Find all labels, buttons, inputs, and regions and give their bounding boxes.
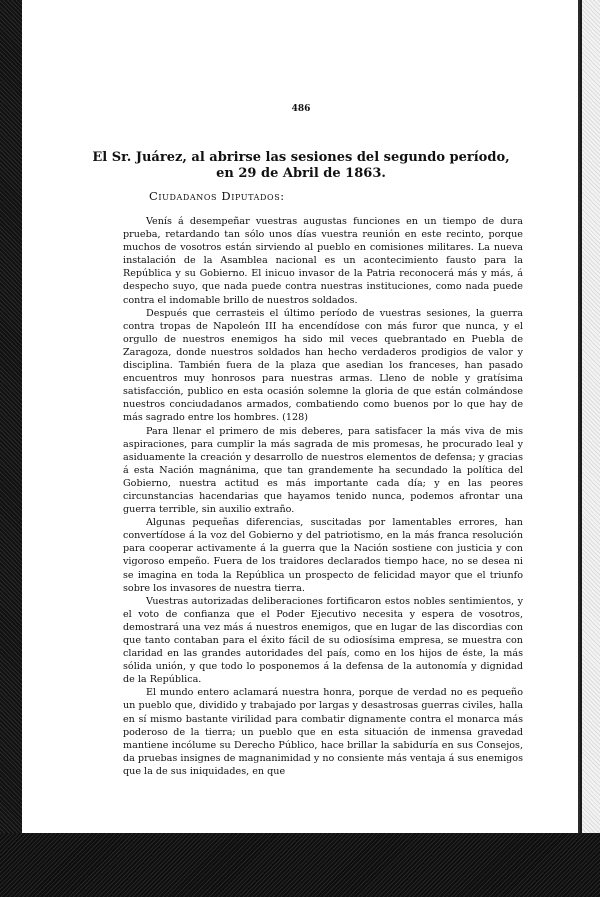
title-line-1: El Sr. Juárez, al abrirse las sesiones del segundo período, [92, 150, 510, 165]
paragraph-4: Algunas pequeñas diferencias, suscitadas por lamentables errores, han convertídose á la voz del Gobierno y del patriotismo, en la más franca resolución para cooperar activamente á la guerra que la Nación sostiene con justicia y con vigoroso empeño. Fuera de los traidores declarados tiempo hace, no se desea ni se imagina en toda la República un prospecto de felicidad mayor que el triunfo sobre los invasores de nuestra tierra. [123, 517, 523, 594]
salutation: Ciudadanos Diputados: [149, 189, 285, 203]
scan-border-bottom [0, 833, 600, 897]
scan-border-right [582, 0, 600, 897]
paragraph-1: Venís á desempeñar vuestras augustas funciones en un tiempo de dura prueba, retardando tan sólo unos días vuestra reunión en este recinto, porque muchos de vosotros están sirviendo al pueblo en comisiones militares. La nueva instalación de la Asamblea nacional es un acontecimiento fausto para la República y su Gobierno. El inicuo invasor de la Patria reconocerá más y más, á despecho suyo, que nada puede contra nuestras instituciones, como nada puede contra el indomable brillo de nuestros soldados. [123, 216, 523, 306]
gutter-line [578, 0, 580, 833]
page-number: 486 [291, 104, 311, 114]
paragraph-6: El mundo entero aclamará nuestra honra, porque de verdad no es pequeño un pueblo que, dividido y trabajado por largas y desastrosas guerras civiles, halla en sí mismo bastante virilidad para combatir dignamente contra el monarca más poderoso de la tierra; un pueblo que en esta situación de inmensa gravedad mantiene incólume su Derecho Público, hace brillar la sabiduría en sus Consejos, da pruebas insignes de magnanimidad y no consiente más ventaja á sus enemigos que la de sus iniquidades, en que [123, 687, 523, 777]
paragraph-2: Después que cerrasteis el último período de vuestras sesiones, la guerra contra tropas de Napoleón III ha encendídose con más furor que nunca, y el orgullo de nuestros enemigos ha sido mil veces quebrantado en Puebla de Zaragoza, donde nuestros soldados han hecho verdaderos prodigios de valor y disciplina. También fuera de la plaza que asedian los franceses, han pasado encuentros muy honrosos para nuestras armas. Lleno de noble y gratísima satisfacción, publico en esta ocasión solemne la gloria de que están colmándose nuestros conciudadanos armados, combatiendo como buenos por lo que hay de más sagrado entre los hombres. (128) [123, 307, 523, 424]
title-line-2: en 29 de Abril de 1863. [216, 166, 386, 181]
paragraph-5: Vuestras autorizadas deliberaciones fortificaron estos nobles sentimientos, y el voto de confianza que el Poder Ejecutivo necesita y espera de vosotros, demostrará una vez más á nuestros enemigos, que en lugar de las discordias con que tanto contaban para el éxito fácil de su odiosísima empresa, se muestra con claridad en las grandes autoridades del país, como en los hijos de éste, la más sólida unión, y que todo lo posponemos á la defensa de la autonomía y dignidad de la República. [123, 595, 523, 686]
paragraph-3: Para llenar el primero de mis deberes, para satisfacer la más viva de mis aspiraciones, para cumplir la más sagrada de mis promesas, he procurado leal y asiduamente la creación y desarrollo de nuestros elementos de defensa; y gracias á esta Nación magnánima, que tan grandemente ha secundado la política del Gobierno, nuestra actitud es más importante cada día; y en las peores circunstancias hacendarias que hayamos tenido nunca, podemos afrontar una guerra terrible, sin auxilio extraño. [123, 425, 523, 516]
body-text [123, 215, 523, 778]
scan-border-left [0, 0, 22, 897]
document-page [22, 0, 580, 833]
speech-title [22, 150, 580, 182]
